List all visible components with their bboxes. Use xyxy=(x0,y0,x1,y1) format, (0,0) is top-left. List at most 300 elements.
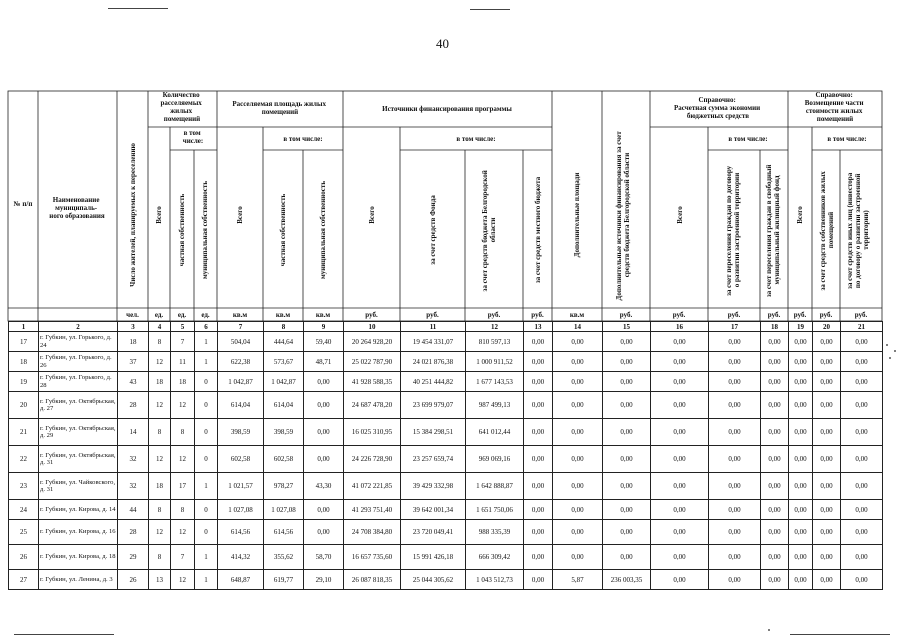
unit-label: руб. xyxy=(819,311,833,319)
table-cell: 28 xyxy=(118,520,149,545)
table-cell: 0,00 xyxy=(841,473,883,500)
table-cell: 0,00 xyxy=(709,352,761,372)
table-cell: 988 335,39 xyxy=(466,520,524,545)
table-cell: 5,87 xyxy=(553,570,603,590)
table-cell: 0,00 xyxy=(789,520,813,545)
header-incl-sources: в том числе: xyxy=(456,135,496,143)
header-sources-fund: за счет средств Фонда xyxy=(429,195,437,265)
table-cell: 0,00 xyxy=(813,520,841,545)
unit-label: ед. xyxy=(201,311,210,319)
table-cell: 0,00 xyxy=(813,570,841,590)
table-cell: 0,00 xyxy=(789,419,813,446)
table-cell: 0,00 xyxy=(789,332,813,352)
header-econfund-line: муниципальный жилищный фонд xyxy=(773,175,781,285)
table-cell: 236 003,35 xyxy=(603,570,651,590)
table-cell: 0,00 xyxy=(841,500,883,520)
row-number: 18 xyxy=(9,352,39,372)
table-cell: 0,00 xyxy=(651,446,709,473)
unit-label: руб. xyxy=(487,311,501,319)
scan-speck xyxy=(894,350,896,352)
column-number: 17 xyxy=(709,322,761,332)
column-number: 13 xyxy=(524,322,553,332)
header-area-line: Расселяемая площадь жилых xyxy=(232,100,326,108)
table-cell: 0,00 xyxy=(709,570,761,590)
column-number: 21 xyxy=(841,322,883,332)
column-number: 12 xyxy=(466,322,524,332)
table-cell: 0,00 xyxy=(553,520,603,545)
table-cell: 29 xyxy=(118,545,149,570)
table-cell: 0,00 xyxy=(603,352,651,372)
table-cell: 1 xyxy=(195,570,218,590)
table-body xyxy=(9,322,883,590)
row-number: 20 xyxy=(9,392,39,419)
row-number: 27 xyxy=(9,570,39,590)
table-cell: 18 xyxy=(149,372,171,392)
table-row xyxy=(9,520,883,545)
header-economy-total: Всего xyxy=(676,206,684,224)
table-row xyxy=(9,446,883,473)
header-extra-sources xyxy=(615,130,631,301)
row-number: 26 xyxy=(9,545,39,570)
table-cell: 0,00 xyxy=(603,500,651,520)
table-cell: 0,00 xyxy=(813,419,841,446)
table-cell: 12 xyxy=(171,446,195,473)
municipality-name: г. Губкин, ул. Горького, д. 26 xyxy=(39,352,118,372)
table-cell: 0,00 xyxy=(789,545,813,570)
table-cell: 1 043 512,73 xyxy=(466,570,524,590)
table-cell: 0,00 xyxy=(304,372,344,392)
table-cell: 0,00 xyxy=(841,392,883,419)
table-cell: 0 xyxy=(195,419,218,446)
table-cell: 15 991 426,18 xyxy=(401,545,466,570)
header-comp-other xyxy=(846,171,870,289)
table-cell: 355,62 xyxy=(264,545,304,570)
table-cell: 0 xyxy=(195,372,218,392)
table-cell: 0,00 xyxy=(709,473,761,500)
unit-label: ед. xyxy=(154,311,164,319)
table-cell: 0,00 xyxy=(789,392,813,419)
table-cell: 0,00 xyxy=(761,352,789,372)
table-cell: 0,00 xyxy=(304,500,344,520)
table-cell: 0,00 xyxy=(761,372,789,392)
table-cell: 8 xyxy=(171,419,195,446)
unit-label: руб. xyxy=(793,311,807,319)
table-cell: 0,00 xyxy=(761,545,789,570)
unit-label: кв.м xyxy=(232,311,248,319)
table-cell: 0,00 xyxy=(709,520,761,545)
table-cell: 622,38 xyxy=(218,352,264,372)
table-cell: 43 xyxy=(118,372,149,392)
table-cell: 398,59 xyxy=(218,419,264,446)
table-cell: 0,00 xyxy=(841,446,883,473)
table-cell: 0,00 xyxy=(813,352,841,372)
table-cell: 0,00 xyxy=(651,372,709,392)
table-cell: 1 042,87 xyxy=(264,372,304,392)
header-comp-line: Справочно: xyxy=(815,91,853,99)
column-number: 10 xyxy=(344,322,401,332)
unit-label: руб. xyxy=(619,311,633,319)
table-cell: 573,67 xyxy=(264,352,304,372)
table-cell: 8 xyxy=(149,500,171,520)
table-cell: 16 657 735,60 xyxy=(344,545,401,570)
table-cell: 0,00 xyxy=(603,419,651,446)
table-cell: 0,00 xyxy=(841,520,883,545)
table-cell: 0,00 xyxy=(524,392,553,419)
table-cell: 0,00 xyxy=(304,392,344,419)
table-cell: 20 264 928,20 xyxy=(344,332,401,352)
table-cell: 0,00 xyxy=(524,372,553,392)
table-cell: 0,00 xyxy=(553,372,603,392)
table-cell: 0,00 xyxy=(709,419,761,446)
header-extra-line: Дополнительные источники финансирования за счет xyxy=(615,131,623,301)
header-rooms-municipal: муниципальная собственность xyxy=(201,180,209,280)
table-cell: 0,00 xyxy=(524,473,553,500)
table-cell: 18 xyxy=(118,332,149,352)
table-cell: 43,30 xyxy=(304,473,344,500)
table-cell: 0,00 xyxy=(813,372,841,392)
table-cell: 0,00 xyxy=(841,570,883,590)
header-rooms-line: расселяемых xyxy=(160,99,202,107)
table-cell: 0,00 xyxy=(709,500,761,520)
municipality-name: г. Губкин, ул. Кирова, д. 14 xyxy=(39,500,118,520)
table-cell: 602,58 xyxy=(264,446,304,473)
table-cell: 24 226 728,90 xyxy=(344,446,401,473)
table-cell: 0,00 xyxy=(813,473,841,500)
municipality-name: г. Губкин, ул. Октябрьская, д. 31 xyxy=(39,446,118,473)
row-number: 22 xyxy=(9,446,39,473)
table-cell: 614,56 xyxy=(264,520,304,545)
table-cell: 58,70 xyxy=(304,545,344,570)
table-cell: 44 xyxy=(118,500,149,520)
table-cell: 810 597,13 xyxy=(466,332,524,352)
table-row xyxy=(9,392,883,419)
column-number: 19 xyxy=(789,322,813,332)
scan-mark-bottom-right xyxy=(790,634,890,635)
table-cell: 0,00 xyxy=(841,372,883,392)
table-cell: 0,00 xyxy=(761,500,789,520)
table-cell: 0,00 xyxy=(761,520,789,545)
header-persons: Число жителей, планируемых к переселению xyxy=(129,143,137,287)
header-incl-comp: в том числе: xyxy=(827,135,867,143)
table-cell: 0,00 xyxy=(789,372,813,392)
table-cell: 648,87 xyxy=(218,570,264,590)
table-cell: 41 072 221,85 xyxy=(344,473,401,500)
table-cell: 969 069,16 xyxy=(466,446,524,473)
table-cell: 614,04 xyxy=(264,392,304,419)
header-sources-group: Источники финансирования программы xyxy=(382,105,512,113)
table-cell: 0 xyxy=(195,446,218,473)
table-cell: 12 xyxy=(149,520,171,545)
table-cell: 619,77 xyxy=(264,570,304,590)
table-row xyxy=(9,372,883,392)
table-cell: 12 xyxy=(171,520,195,545)
table-cell: 13 xyxy=(149,570,171,590)
header-regional-line: за счет средств бюджета Белгородской xyxy=(481,170,489,292)
table-cell: 0,00 xyxy=(603,392,651,419)
table-cell: 48,71 xyxy=(304,352,344,372)
table-cell: 8 xyxy=(149,545,171,570)
header-economy-fund xyxy=(765,163,781,297)
table-cell: 0,00 xyxy=(651,570,709,590)
table-cell: 0,00 xyxy=(603,372,651,392)
column-number: 16 xyxy=(651,322,709,332)
scan-speck xyxy=(889,357,891,359)
table-row xyxy=(9,473,883,500)
table-cell: 7 xyxy=(171,545,195,570)
table-row xyxy=(9,352,883,372)
table-cell: 8 xyxy=(149,332,171,352)
table-cell: 414,32 xyxy=(218,545,264,570)
municipality-name: г. Губкин, ул. Чайковского, д. 31 xyxy=(39,473,118,500)
row-number: 24 xyxy=(9,500,39,520)
table-cell: 0,00 xyxy=(304,520,344,545)
header-extra-line: средств бюджета Белгородской области xyxy=(623,152,631,278)
table-cell: 1 042,87 xyxy=(218,372,264,392)
table-cell: 0,00 xyxy=(709,545,761,570)
table-cell: 8 xyxy=(171,500,195,520)
header-name-line: Наименование xyxy=(52,196,100,204)
table-cell: 39 429 332,98 xyxy=(401,473,466,500)
header-comp-group xyxy=(805,91,865,123)
unit-label: ед. xyxy=(177,311,187,319)
table-row xyxy=(9,419,883,446)
municipality-name: г. Губкин, ул. Октябрьская, д. 29 xyxy=(39,419,118,446)
column-number: 3 xyxy=(118,322,149,332)
column-number: 8 xyxy=(264,322,304,332)
table-cell: 16 025 310,95 xyxy=(344,419,401,446)
table-cell: 24 708 384,80 xyxy=(344,520,401,545)
table-cell: 0,00 xyxy=(813,332,841,352)
table-cell: 614,56 xyxy=(218,520,264,545)
table-cell: 0,00 xyxy=(304,446,344,473)
header-area-private: частная собственность xyxy=(279,193,287,267)
table-cell: 0,00 xyxy=(813,446,841,473)
table-cell: 24 687 478,20 xyxy=(344,392,401,419)
row-number: 21 xyxy=(9,419,39,446)
table-row xyxy=(9,332,883,352)
unit-label: руб. xyxy=(672,311,686,319)
table-cell: 18 xyxy=(149,473,171,500)
column-number: 20 xyxy=(813,322,841,332)
header-area-group xyxy=(232,100,327,116)
table-cell: 25 022 787,90 xyxy=(344,352,401,372)
header-incl-area: в том числе: xyxy=(283,135,323,143)
header-economy-line: бюджетных средств xyxy=(686,112,750,120)
table-cell: 32 xyxy=(118,446,149,473)
header-sources-local: за счет средств местного бюджета xyxy=(534,176,542,284)
table-cell: 0,00 xyxy=(761,473,789,500)
row-number: 17 xyxy=(9,332,39,352)
table-cell: 504,04 xyxy=(218,332,264,352)
header-area-line: помещений xyxy=(261,108,299,116)
table-cell: 7 xyxy=(171,332,195,352)
table-cell: 12 xyxy=(149,352,171,372)
unit-label: руб. xyxy=(727,311,741,319)
header-contract-line: о развитии застроенной территории xyxy=(733,172,741,288)
table-cell: 11 xyxy=(171,352,195,372)
table-cell: 0,00 xyxy=(813,500,841,520)
table-cell: 0,00 xyxy=(524,419,553,446)
municipality-name: г. Губкин, ул. Ленина, д. 3 xyxy=(39,570,118,590)
unit-label: руб. xyxy=(365,311,378,319)
table-cell: 0,00 xyxy=(651,332,709,352)
column-number: 14 xyxy=(553,322,603,332)
header-economy-line: Справочно: xyxy=(698,96,736,104)
table-cell: 0,00 xyxy=(761,392,789,419)
column-number: 15 xyxy=(603,322,651,332)
table-cell: 641 012,44 xyxy=(466,419,524,446)
column-number: 7 xyxy=(218,322,264,332)
table-cell: 602,58 xyxy=(218,446,264,473)
table-cell: 0,00 xyxy=(841,419,883,446)
table-cell: 0,00 xyxy=(789,446,813,473)
table-cell: 23 699 979,07 xyxy=(401,392,466,419)
table-cell: 12 xyxy=(171,570,195,590)
table-cell: 1 027,08 xyxy=(264,500,304,520)
table-cell: 0,00 xyxy=(813,392,841,419)
table-cell: 1 677 143,53 xyxy=(466,372,524,392)
row-number: 23 xyxy=(9,473,39,500)
table-cell: 59,40 xyxy=(304,332,344,352)
unit-label: руб. xyxy=(531,311,544,319)
unit-label: руб. xyxy=(767,311,781,319)
table-cell: 0,00 xyxy=(651,473,709,500)
header-sources-regional xyxy=(481,169,497,292)
column-number: 4 xyxy=(149,322,171,332)
header-incl-line: в том xyxy=(183,129,201,137)
header-extra-area: Дополнительные площади xyxy=(573,172,581,258)
table-cell: 0,00 xyxy=(789,352,813,372)
table-cell: 1 xyxy=(195,352,218,372)
table-cell: 26 xyxy=(118,570,149,590)
units-row xyxy=(126,311,867,319)
unit-label: руб. xyxy=(426,311,439,319)
column-number: 11 xyxy=(401,322,466,332)
table-cell: 40 251 444,82 xyxy=(401,372,466,392)
municipality-name: г. Губкин, ул. Горького, д. 28 xyxy=(39,372,118,392)
table-cell: 0,00 xyxy=(761,419,789,446)
scan-speck xyxy=(886,344,888,346)
header-contract-line: за счет переселения граждан по договору xyxy=(725,165,733,296)
table-cell: 0,00 xyxy=(789,500,813,520)
table-cell: 0,00 xyxy=(651,419,709,446)
table-cell: 0,00 xyxy=(709,392,761,419)
table-cell: 0,00 xyxy=(553,446,603,473)
table-cell: 12 xyxy=(171,392,195,419)
table-cell: 0 xyxy=(195,392,218,419)
header-rooms-line: Количество xyxy=(162,91,200,99)
table-cell: 1 642 888,87 xyxy=(466,473,524,500)
header-area-total: Всего xyxy=(236,206,244,224)
table-cell: 0,00 xyxy=(709,446,761,473)
table-cell: 0,00 xyxy=(651,500,709,520)
table-cell: 398,59 xyxy=(264,419,304,446)
table-cell: 666 309,42 xyxy=(466,545,524,570)
table-cell: 1 xyxy=(195,473,218,500)
municipality-name: г. Губкин, ул. Кирова, д. 16 xyxy=(39,520,118,545)
scan-speck xyxy=(768,629,770,631)
table-cell: 0,00 xyxy=(813,545,841,570)
table-cell: 0,00 xyxy=(789,473,813,500)
header-comp-line: стоимости жилых xyxy=(805,107,863,115)
header-rooms-line: жилых xyxy=(170,107,193,115)
row-number: 19 xyxy=(9,372,39,392)
header-area-municipal: муниципальная собственность xyxy=(319,180,327,280)
table-cell: 0,00 xyxy=(524,500,553,520)
table-cell: 41 293 751,40 xyxy=(344,500,401,520)
table-cell: 1 027,08 xyxy=(218,500,264,520)
table-cell: 18 xyxy=(171,372,195,392)
table-cell: 8 xyxy=(149,419,171,446)
table-cell: 0,00 xyxy=(524,446,553,473)
header-sources-total: Всего xyxy=(368,206,376,224)
table-cell: 0,00 xyxy=(761,446,789,473)
table-cell: 19 454 331,07 xyxy=(401,332,466,352)
table-cell: 1 xyxy=(195,545,218,570)
table-cell: 0,00 xyxy=(603,545,651,570)
table-cell: 0,00 xyxy=(761,332,789,352)
header-other-line: территории) xyxy=(862,210,870,250)
municipality-name: г. Губкин, ул. Кирова, д. 18 xyxy=(39,545,118,570)
table-cell: 17 xyxy=(171,473,195,500)
column-number: 18 xyxy=(761,322,789,332)
column-number: 5 xyxy=(171,322,195,332)
header-name-line: ного образования xyxy=(49,212,105,220)
table-cell: 0,00 xyxy=(603,332,651,352)
header-comp-line: помещений xyxy=(816,115,854,123)
table-cell: 0,00 xyxy=(553,473,603,500)
table-cell: 0,00 xyxy=(524,520,553,545)
table-cell: 978,27 xyxy=(264,473,304,500)
header-rooms-line: помещений xyxy=(163,115,201,123)
column-number: 6 xyxy=(195,322,218,332)
table-cell: 0,00 xyxy=(651,352,709,372)
table-cell: 0,00 xyxy=(553,392,603,419)
table-cell: 987 499,13 xyxy=(466,392,524,419)
header-name xyxy=(49,196,105,220)
header-rooms-group xyxy=(160,91,203,123)
header-owners-line: помещений xyxy=(827,211,835,249)
table-cell: 15 384 298,51 xyxy=(401,419,466,446)
table-cell: 0,00 xyxy=(603,520,651,545)
table-cell: 12 xyxy=(149,392,171,419)
table-cell: 0,00 xyxy=(709,372,761,392)
header-incl-line: числе: xyxy=(182,137,204,145)
header-comp-total: Всего xyxy=(796,206,804,224)
header-owners-line: за счет средств собственников жилых xyxy=(819,171,827,291)
table-cell: 28 xyxy=(118,392,149,419)
table-cell: 0,00 xyxy=(841,545,883,570)
header-incl-rooms xyxy=(183,129,203,145)
table-cell: 444,64 xyxy=(264,332,304,352)
header-rooms-total: Всего xyxy=(155,206,163,224)
unit-label: кв.м xyxy=(315,311,331,319)
header-comp-owners xyxy=(819,169,835,290)
column-number: 1 xyxy=(9,322,39,332)
unit-label: кв.м xyxy=(569,311,585,319)
header-regional-line: области xyxy=(489,217,497,243)
table-cell: 0 xyxy=(195,500,218,520)
table-cell: 1 000 911,52 xyxy=(466,352,524,372)
header-economy-contract xyxy=(725,164,741,296)
table-cell: 0,00 xyxy=(524,570,553,590)
table-cell: 25 044 305,62 xyxy=(401,570,466,590)
table-cell: 0,00 xyxy=(524,332,553,352)
table-cell: 0,00 xyxy=(651,392,709,419)
table-cell: 0,00 xyxy=(789,570,813,590)
table-cell: 0,00 xyxy=(841,332,883,352)
header-name-line: муниципаль- xyxy=(55,204,98,212)
